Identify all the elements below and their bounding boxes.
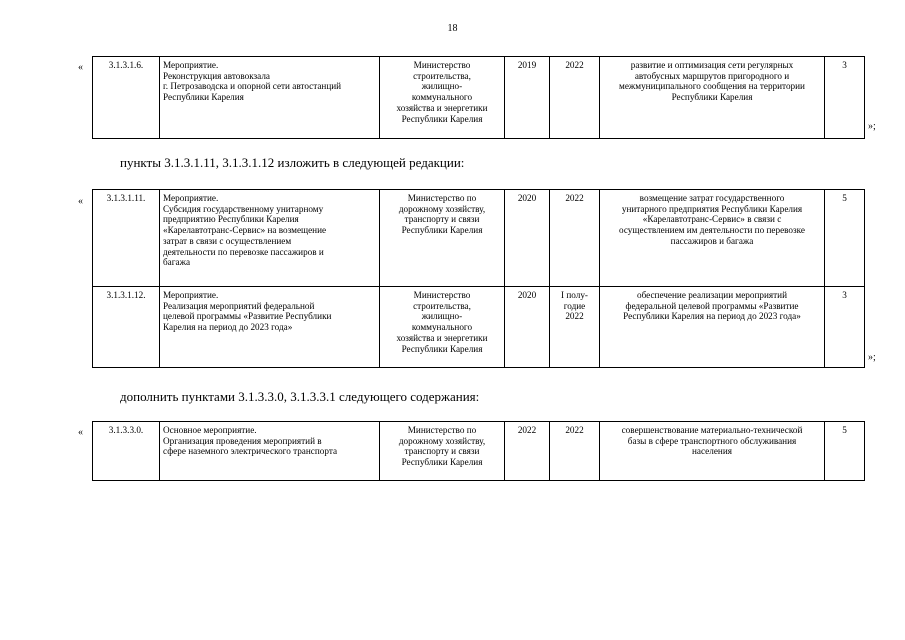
- executor-line: транспорту и связи: [404, 214, 480, 225]
- executor-line: строительства,: [413, 70, 471, 81]
- row-number: 3.1.3.3.0.: [93, 422, 160, 481]
- table-3: [92, 421, 865, 481]
- end-year: 2022: [550, 190, 600, 287]
- executor-line: Министерство по: [407, 193, 477, 203]
- start-year: 2020: [505, 287, 550, 368]
- task-number: 5: [825, 190, 865, 287]
- row-number: 3.1.3.1.12.: [93, 287, 160, 368]
- result-line: автобусных маршрутов пригородного и: [634, 70, 790, 81]
- result-line: межмуниципального сообщения на территории: [619, 81, 805, 92]
- instruction-paragraph: дополнить пунктами 3.1.3.3.0, 3.1.3.3.1 следующего содержания:: [120, 389, 480, 404]
- event-line: Мероприятие.: [163, 60, 219, 70]
- executor-line: Министерство по: [407, 425, 477, 435]
- result-line: «Карелавтотранс-Сервис» в связи с: [642, 214, 782, 225]
- executor-line: жилищно-: [421, 311, 463, 322]
- executor-cell: [380, 190, 505, 287]
- result-line: Республики Карелия: [671, 92, 753, 103]
- event-line: деятельности по перевозке пассажиров и: [163, 246, 324, 257]
- table-1: [92, 56, 865, 139]
- event-cell: [160, 287, 380, 368]
- executor-line: жилищно-: [421, 81, 463, 92]
- result-line: базы в сфере транспортного обслуживания: [627, 435, 797, 446]
- task-number: 3: [825, 287, 865, 368]
- executor-line: транспорту и связи: [404, 446, 480, 457]
- result-cell: [600, 422, 825, 481]
- event-line: Карелия на период до 2023 года»: [163, 322, 293, 333]
- start-year: 2020: [505, 190, 550, 287]
- result-line: обеспечение реализации мероприятий: [637, 290, 787, 300]
- executor-cell: [380, 422, 505, 481]
- executor-line: дорожному хозяйству,: [398, 435, 486, 446]
- close-quote: »;: [868, 121, 876, 132]
- result-cell: [600, 190, 825, 287]
- event-line: сфере наземного электрического транспорта: [163, 446, 338, 457]
- table-row: [93, 287, 865, 368]
- end-period-line: годие: [563, 300, 586, 311]
- event-line: «Карелавтотранс-Сервис» на возмещение: [163, 225, 327, 236]
- event-line: багажа: [163, 257, 191, 268]
- row-number: 3.1.3.1.11.: [93, 190, 160, 287]
- task-number: 5: [825, 422, 865, 481]
- start-year: 2022: [505, 422, 550, 481]
- end-period-line: 2022: [565, 311, 584, 322]
- table-row: [93, 190, 865, 287]
- event-line: Мероприятие.: [163, 290, 219, 300]
- executor-line: Республики Карелия: [401, 113, 483, 124]
- event-line: Субсидия государственному унитарному: [163, 203, 324, 214]
- end-period: [550, 287, 600, 368]
- close-quote: »;: [868, 352, 876, 363]
- executor-line: хозяйства и энергетики: [396, 332, 488, 343]
- event-cell: [160, 190, 380, 287]
- executor-line: Министерство: [413, 60, 471, 70]
- event-line: предприятию Республики Карелия: [163, 214, 299, 225]
- result-cell: [600, 57, 825, 139]
- event-line: Реализация мероприятий федеральной: [163, 300, 315, 311]
- result-line: развитие и оптимизация сети регулярных: [630, 60, 794, 70]
- result-line: осуществлением им деятельности по перевозке: [619, 225, 805, 236]
- event-line: Республики Карелия: [163, 92, 244, 103]
- result-line: совершенствование материально-технической: [621, 425, 803, 435]
- table-2: [92, 189, 865, 368]
- open-quote: «: [78, 196, 83, 207]
- event-line: затрат в связи с осуществлением: [163, 235, 292, 246]
- executor-line: строительства,: [413, 300, 471, 311]
- event-line: г. Петрозаводска и опорной сети автостанций: [163, 81, 342, 92]
- open-quote: «: [78, 62, 83, 73]
- table-row: [93, 422, 865, 481]
- executor-line: Республики Карелия: [401, 225, 483, 236]
- end-year: 2022: [550, 57, 600, 139]
- executor-line: дорожному хозяйству,: [398, 203, 486, 214]
- executor-line: Республики Карелия: [401, 343, 483, 354]
- open-quote: «: [78, 427, 83, 438]
- row-number: 3.1.3.1.6.: [93, 57, 160, 139]
- executor-line: Республики Карелия: [401, 457, 483, 468]
- event-line: Основное мероприятие.: [163, 425, 257, 435]
- executor-line: коммунального: [411, 92, 473, 103]
- event-cell: [160, 422, 380, 481]
- page-number: 18: [447, 23, 458, 34]
- table-row: [93, 57, 865, 139]
- executor-cell: [380, 287, 505, 368]
- executor-line: Министерство: [413, 290, 471, 300]
- executor-line: коммунального: [411, 322, 473, 333]
- event-line: Организация проведения мероприятий в: [163, 435, 322, 446]
- end-period-line: I полу-: [561, 290, 588, 300]
- executor-line: хозяйства и энергетики: [396, 102, 488, 113]
- result-line: унитарного предприятия Республики Карелия: [621, 203, 803, 214]
- event-line: целевой программы «Развитие Республики: [163, 311, 332, 322]
- result-cell: [600, 287, 825, 368]
- executor-cell: [380, 57, 505, 139]
- task-number: 3: [825, 57, 865, 139]
- end-year: 2022: [550, 422, 600, 481]
- result-line: возмещение затрат государственного: [639, 193, 785, 203]
- event-cell: [160, 57, 380, 139]
- result-line: Республики Карелия на период до 2023 года»: [623, 311, 801, 322]
- start-year: 2019: [505, 57, 550, 139]
- result-line: пассажиров и багажа: [670, 235, 754, 246]
- result-line: населения: [692, 446, 732, 457]
- event-line: Реконструкция автовокзала: [163, 70, 271, 81]
- instruction-paragraph: пункты 3.1.3.1.11, 3.1.3.1.12 изложить в следующей редакции:: [120, 155, 465, 170]
- result-line: федеральной целевой программы «Развитие: [625, 300, 799, 311]
- event-line: Мероприятие.: [163, 193, 219, 203]
